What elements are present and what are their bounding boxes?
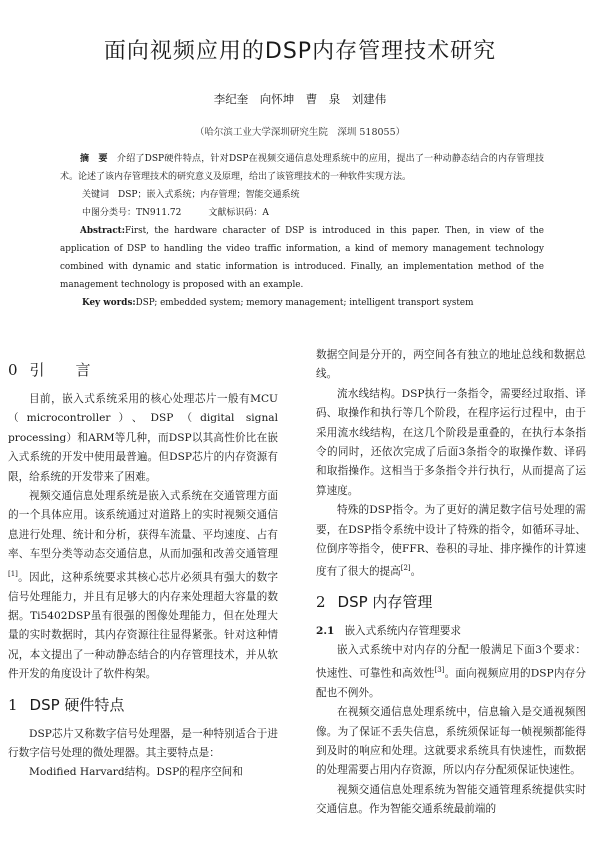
keywords-zh-label: 关键词 — [82, 190, 110, 200]
abstract-en — [60, 222, 544, 294]
abstract-zh — [60, 150, 544, 186]
paragraph: DSP芯片又称数字信号处理器，是一种特别适合于进行数字信号处理的微处理器。其主要特点是： — [8, 727, 278, 760]
affiliation: （哈尔滨工业大学深圳研究生院 深圳 518055） — [194, 127, 406, 138]
paragraph: 流水线结构。DSP执行一条指令，需要经过取指、译码、取操作和执行等几个阶段，在程序运行过程中，由于采用流水线结构，在这几个阶段是重叠的，在执行本条指令的同时，还依次完成了后面3条指令的取操作数、译码和取指操作。这相当于多条指令并行执行，从而提高了运算速度。 — [316, 387, 586, 497]
clc-value: TN911.72 — [136, 208, 182, 218]
section-heading-dsp-hardware — [8, 695, 278, 715]
keywords-en-text: DSP; embedded system; memory management; intelligent transport system — [135, 298, 474, 308]
section-heading-intro — [8, 360, 278, 380]
paragraph-text: 特殊的DSP指令。为了更好的满足数字信号处理的需要，在DSP指令系统中设计了特殊的指令，如循环寻址、位倒序等指令，使FFR、卷积的寻址、排序操作的计算速度有了很大的提高 — [316, 504, 586, 578]
section-heading-dsp-memory — [316, 592, 586, 612]
paragraph — [316, 501, 586, 582]
citation: [2] — [400, 564, 411, 573]
paragraph: Modified Harvard结构。DSP的程序空间和 — [29, 766, 243, 779]
section-title: DSP 内存管理 — [337, 593, 433, 612]
abstract-en-label: Abstract: — [80, 226, 125, 236]
paragraph — [8, 487, 278, 685]
paragraph: 目前，嵌入式系统采用的核心处理芯片一般有MCU（microcontroller）、DSP（digital signal processing）和ARM等几种，而DSP以其高性价比在嵌入式系统的开发中使用最普遍。但DSP芯片的内存资源有限，给系统的开发带来了困难。 — [8, 393, 278, 483]
left-column — [8, 346, 278, 783]
keywords-zh-text: DSP；嵌入式系统；内存管理；智能交通系统 — [118, 190, 300, 200]
subsection-number: 2.1 — [316, 625, 335, 638]
paragraph: 数据空间是分开的，两空间各有独立的地址总线和数据总线。 — [316, 349, 586, 381]
paragraph-text: 。因此，这种系统要求其核心芯片必须具有强大的数字信号处理能力，并且有足够大的内存来处理超大容量的数据。Ti5402DSP虽有很强的图像处理能力，但在处理大量的实时数据时，其内存资源往往显得紧张。针对这种情况，本文提出了一种动静态结合的内存管理技术，并从软件开发的角度设计了软件构架。 — [8, 571, 278, 681]
paragraph-text: 视频交通信息处理系统是嵌入式系统在交通管理方面的一个具体应用。该系统通过对道路上的实时视频交通信息进行处理、统计和分析，获得车流量、平均速度、占有率、车型分类等动态交通信息，从而加强和改善交通管理 — [8, 490, 278, 561]
paragraph — [316, 641, 586, 703]
section-title: DSP 硬件特点 — [29, 695, 125, 714]
subsection-title: 嵌入式系统内存管理要求 — [344, 625, 461, 638]
abstract-zh-text: 介绍了DSP硬件特点，针对DSP在视频交通信息处理系统中的应用，提出了一种动静态结合的内存管理技术。论述了该内存管理技术的研究意义及原理，给出了该管理技术的一种软件实现方法。 — [60, 154, 544, 182]
doc-code-label: 文献标识码： — [208, 208, 263, 218]
keywords-zh — [60, 186, 544, 204]
doc-code-value: A — [262, 208, 269, 218]
section-title: 引 言 — [29, 361, 99, 379]
author-list: 李纪奎 向怀坤 曹 泉 刘建伟 — [213, 92, 387, 106]
subsection-heading — [316, 622, 586, 641]
section-number: 1 — [8, 695, 18, 714]
paragraph-text: 。面向视频应用的DSP内存分配也不例外。 — [316, 667, 586, 699]
citation: [1] — [8, 569, 18, 578]
paragraph-text: 嵌入式系统中对内存的分配一般满足下面3个要求：快速性、可靠性和高效性 — [316, 644, 586, 680]
abstract-block — [60, 150, 544, 312]
abstract-zh-label: 摘 要 — [80, 154, 108, 164]
paper-title: 面向视频应用的DSP内存管理技术研究 — [103, 39, 497, 64]
section-number: 0 — [8, 361, 18, 379]
right-column — [316, 346, 586, 820]
section-number: 2 — [316, 593, 326, 612]
citation: [3] — [434, 665, 445, 674]
paragraph: 视频交通信息处理系统为智能交通管理系统提供实时交通信息。作为智能交通系统最前端的 — [316, 783, 586, 816]
abstract-en-text: First, the hardware character of DSP is introduced in this paper. Then, in view of the application of DSP to handling the video traffic information, a kind of memory management technology combined with dynamic and static information is introduced. Finally, an implementation method of the management technology is proposed with an example. — [60, 226, 544, 290]
classification — [60, 204, 544, 222]
paragraph-text: 。 — [410, 566, 422, 578]
keywords-en-label: Key words: — [82, 298, 136, 308]
paragraph: 在视频交通信息处理系统中，信息输入是交通视频图像。为了保证不丢失信息，系统须保证每一帧视频都能得到及时的响应和处理。这就要求系统具有快速性，而数据的处理需要占用内存资源，所以内存分配须保证快速性。 — [316, 706, 586, 777]
clc-label: 中图分类号： — [82, 208, 137, 218]
keywords-en — [60, 294, 544, 312]
